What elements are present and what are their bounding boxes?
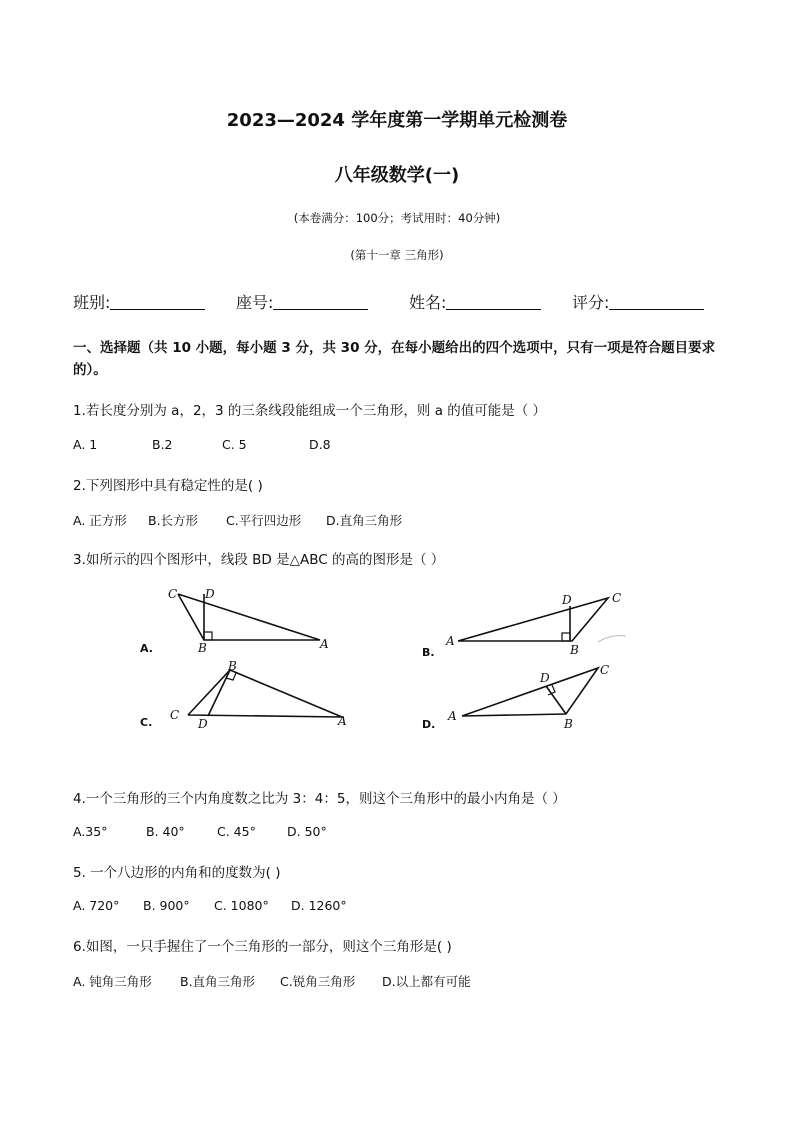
q4-option-d[interactable]: D. 50° bbox=[287, 824, 327, 839]
fig-c-point-a: A bbox=[338, 714, 347, 728]
question-1: 1.若长度分别为 a，2，3 的三条线段能组成一个三角形，则 a 的值可能是（ ） bbox=[73, 403, 547, 419]
seat-blank[interactable] bbox=[273, 293, 368, 310]
figure-a bbox=[140, 587, 329, 655]
q4-option-b[interactable]: B. 40° bbox=[146, 824, 185, 839]
fig-d-point-a: A bbox=[448, 709, 457, 723]
fig-b-point-a: A bbox=[446, 634, 455, 648]
q4-option-c[interactable]: C. 45° bbox=[217, 824, 256, 839]
fig-b-label[interactable]: B. bbox=[422, 646, 435, 659]
question-4: 4.一个三角形的三个内角度数之比为 3：4：5，则这个三角形中的最小内角是（ ） bbox=[73, 791, 566, 807]
exam-subtitle: 八年级数学(一) bbox=[334, 165, 460, 186]
fig-d-point-d: D bbox=[540, 671, 550, 685]
q6-option-c[interactable]: C.锐角三角形 bbox=[280, 974, 356, 989]
q5-option-a[interactable]: A. 720° bbox=[73, 898, 120, 913]
figure-c bbox=[140, 659, 347, 731]
exam-title: 2023—2024 学年度第一学期单元检测卷 bbox=[226, 110, 568, 131]
fig-b-point-b: B bbox=[570, 643, 579, 657]
seat-label: 座号: bbox=[236, 293, 274, 312]
chapter-label: (第十一章 三角形) bbox=[350, 248, 444, 262]
fig-a-point-a: A bbox=[320, 637, 329, 651]
q6-option-b[interactable]: B.直角三角形 bbox=[180, 974, 256, 989]
q6-option-d[interactable]: D.以上都有可能 bbox=[382, 974, 471, 989]
class-field bbox=[73, 290, 205, 313]
fig-c-point-b: B bbox=[228, 659, 237, 673]
name-blank[interactable] bbox=[446, 293, 541, 310]
q1-option-a[interactable]: A. 1 bbox=[73, 437, 98, 452]
fig-b-point-d: D bbox=[562, 593, 572, 607]
exam-note: (本卷满分：100分；考试用时：40分钟) bbox=[293, 211, 501, 225]
q6-option-a[interactable]: A. 钝角三角形 bbox=[73, 974, 152, 989]
class-label: 班别: bbox=[73, 293, 111, 312]
fig-a-point-b: B bbox=[198, 641, 207, 655]
fig-d-label[interactable]: D. bbox=[422, 718, 436, 731]
q5-option-b[interactable]: B. 900° bbox=[143, 898, 190, 913]
q2-option-d[interactable]: D.直角三角形 bbox=[326, 513, 403, 528]
q5-option-c[interactable]: C. 1080° bbox=[214, 898, 269, 913]
fig-c-label[interactable]: C. bbox=[140, 716, 153, 729]
q4-option-a[interactable]: A.35° bbox=[73, 824, 108, 839]
q1-option-c[interactable]: C. 5 bbox=[222, 437, 247, 452]
fig-a-point-d: D bbox=[205, 587, 215, 601]
q1-option-d[interactable]: D.8 bbox=[309, 437, 331, 452]
fig-a-label[interactable]: A. bbox=[140, 642, 153, 655]
q2-option-a[interactable]: A. 正方形 bbox=[73, 513, 127, 528]
figure-b bbox=[422, 591, 626, 659]
score-blank[interactable] bbox=[609, 293, 704, 310]
fig-b-point-c: C bbox=[612, 591, 622, 605]
fig-d-point-b: B bbox=[564, 717, 573, 731]
question-5: 5. 一个八边形的内角和的度数为( ) bbox=[73, 865, 281, 881]
seat-field bbox=[236, 290, 368, 313]
question-6: 6.如图，一只手握住了一个三角形的一部分，则这个三角形是( ) bbox=[73, 939, 452, 955]
figure-d bbox=[422, 663, 609, 731]
name-label: 姓名: bbox=[409, 293, 447, 312]
name-field bbox=[409, 290, 541, 313]
question-2: 2.下列图形中具有稳定性的是( ) bbox=[73, 478, 263, 494]
class-blank[interactable] bbox=[110, 293, 205, 310]
fig-a-point-c: C bbox=[168, 587, 178, 601]
question-3: 3.如所示的四个图形中，线段 BD 是△ABC 的高的图形是（ ） bbox=[73, 552, 445, 568]
q1-option-b[interactable]: B.2 bbox=[152, 437, 173, 452]
fig-d-point-c: C bbox=[600, 663, 610, 677]
q5-option-d[interactable]: D. 1260° bbox=[291, 898, 347, 913]
section-heading: 一、选择题（共 10 小题，每小题 3 分，共 30 分，在每小题给出的四个选项中，只有一项是符合题目要求的）。 bbox=[73, 340, 716, 378]
q2-option-b[interactable]: B.长方形 bbox=[148, 513, 199, 528]
fig-c-point-c: C bbox=[170, 708, 180, 722]
q2-option-c[interactable]: C.平行四边形 bbox=[226, 513, 302, 528]
triangle-figures bbox=[130, 580, 640, 740]
score-label: 评分: bbox=[572, 293, 610, 312]
fig-c-point-d: D bbox=[198, 717, 208, 731]
score-field bbox=[572, 290, 704, 313]
